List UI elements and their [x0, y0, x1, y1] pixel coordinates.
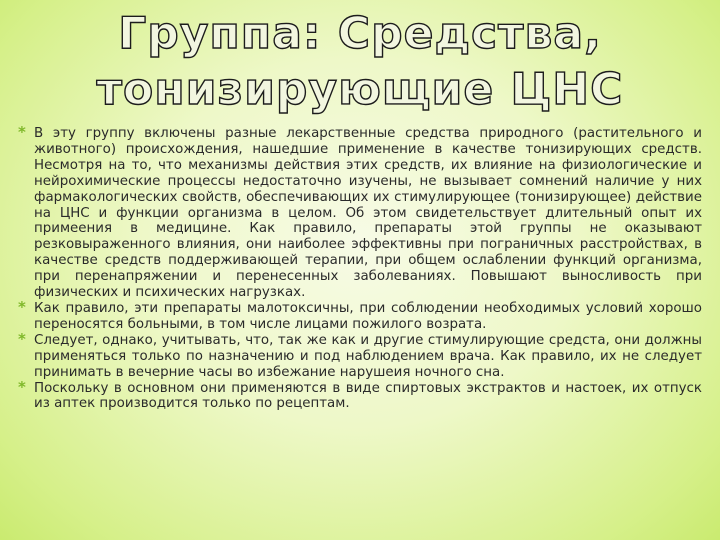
bullet-text-4: Поскольку в основном они применяются в виде спиртовых экстрактов и настоек, их отпуск из аптек производится только по рецептам.: [34, 380, 702, 412]
asterisk-bullet-icon: *: [18, 329, 26, 348]
bullet-text-3: Следует, однако, учитывать, что, так же как и другие стимулирующие средста, они должны применяться только по назначению и под наблюдением врача. Как правило, их не следует принимать в вечерние часы во избежание нарушеия ночного сна.: [34, 332, 702, 380]
bullet-text-1: В эту группу включены разные лекарственные средства природного (растительного и животного) происхождения, нашедшие применение в качестве тонизирующих средств. Несмотря на то, что механизмы действия этих средств, их влияние на физиологические и нейрохимические процессы недостаточно изучены, не вызывает сомнений наличие у них фармакологических свойств, обеспечивающих их стимулирующее (тонизирующее) действие на ЦНС и функции организма в целом. Об этом свидетельствует длительный опыт их примеения в медицине. Как правило, препараты этой группы не оказывают резковыраженного влияния, они наиболее эффективны при пограничных расстройствах, в качестве средств поддерживающей терапии, при общем ослаблении функций организма, при перенапряжении и перенесенных заболеваниях. Повышают выносливость при физических и психических нагрузках.: [34, 126, 702, 301]
bullet-item-4: [18, 377, 702, 413]
slide-title: [40, 6, 680, 118]
bullet-text-2: Как правило, эти препараты малотоксичны, при соблюдении необходимых условий хорошо переносятся больными, в том числе лицами пожилого возрата.: [34, 300, 702, 332]
bullet-list: [18, 123, 702, 412]
slide-title-line-2: тонизирующие ЦНС: [96, 64, 624, 115]
bullet-item-1: [18, 123, 702, 301]
bullet-item-2: [18, 297, 702, 333]
asterisk-bullet-icon: *: [18, 297, 26, 316]
asterisk-bullet-icon: *: [18, 123, 26, 141]
slide-title-line-1: Группа: Средства,: [118, 8, 602, 59]
asterisk-bullet-icon: *: [18, 377, 26, 396]
bullet-item-3: [18, 329, 702, 381]
